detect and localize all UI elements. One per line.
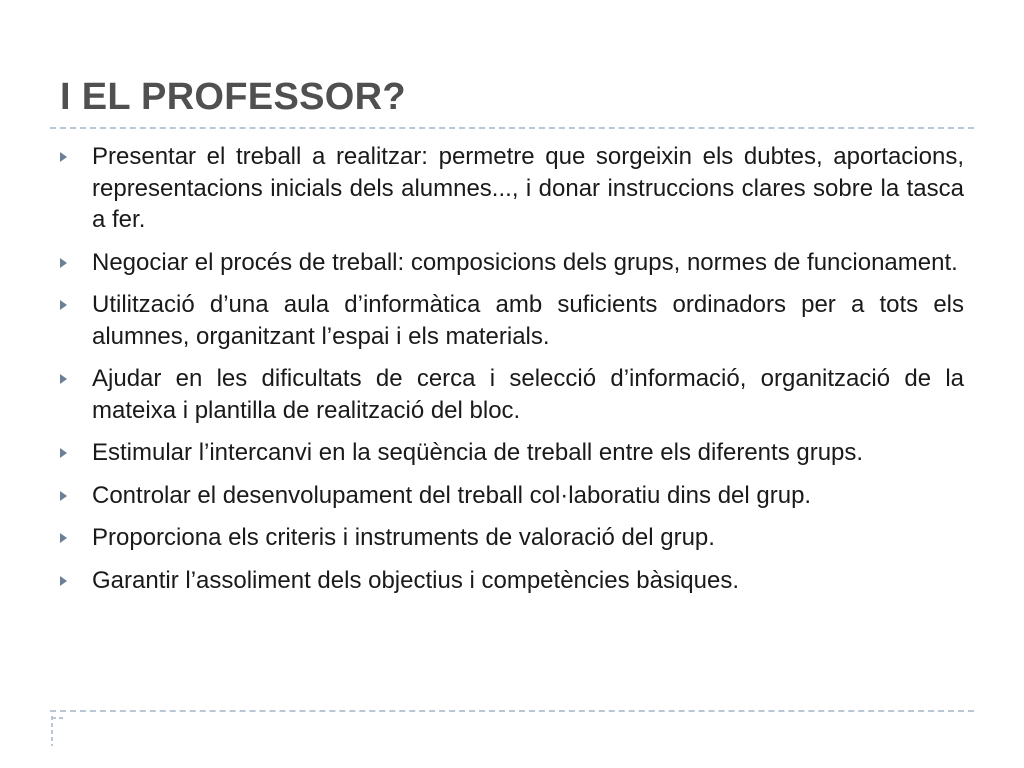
bullet-text: Estimular l’intercanvi en la seqüència de treball entre els diferents grups. <box>92 439 864 466</box>
title-divider <box>50 127 974 129</box>
bullet-text: Proporciona els criteris i instruments de valoració del grup. <box>92 524 715 551</box>
bullet-item <box>56 565 964 597</box>
triangle-bullet-icon <box>60 258 67 268</box>
bullet-text: Controlar el desenvolupament del treball col·laboratiu dins del grup. <box>92 481 812 509</box>
bullet-item <box>56 289 964 352</box>
bullet-item <box>56 141 964 236</box>
bullet-text: Presentar el treball a realitzar: permetre que sorgeixin els dubtes, aportacions, representacions inicials dels alumnes..., i donar instruccions clares sobre la tasca a fer. <box>92 143 964 233</box>
bullet-item <box>56 522 964 554</box>
bullet-list <box>56 141 964 607</box>
triangle-bullet-icon <box>60 152 67 162</box>
bullet-text: Garantir l’assoliment dels objectius i competències bàsiques. <box>92 566 739 594</box>
slide-title: I EL PROFESSOR? <box>60 76 406 118</box>
triangle-bullet-icon <box>60 448 67 458</box>
bullet-text: Utilització d’una aula d’informàtica amb suficients ordinadors per a tots els alumnes, organitzant l’espai i els materials. <box>92 291 964 350</box>
bullet-item <box>56 437 964 469</box>
bullet-item <box>56 247 964 279</box>
bullet-text: Ajudar en les dificultats de cerca i selecció d’informació, organització de la mateixa i plantilla de realització del bloc. <box>92 365 964 424</box>
bullet-item <box>56 363 964 426</box>
bullet-item <box>56 480 964 512</box>
footer-divider <box>50 710 974 712</box>
triangle-bullet-icon <box>60 491 67 501</box>
triangle-bullet-icon <box>60 300 67 310</box>
triangle-bullet-icon <box>60 576 67 586</box>
triangle-bullet-icon <box>60 533 67 543</box>
bullet-text: Negociar el procés de treball: composicions dels grups, normes de funcionament. <box>92 248 958 276</box>
triangle-bullet-icon <box>60 374 67 384</box>
corner-bracket-icon <box>50 716 64 746</box>
